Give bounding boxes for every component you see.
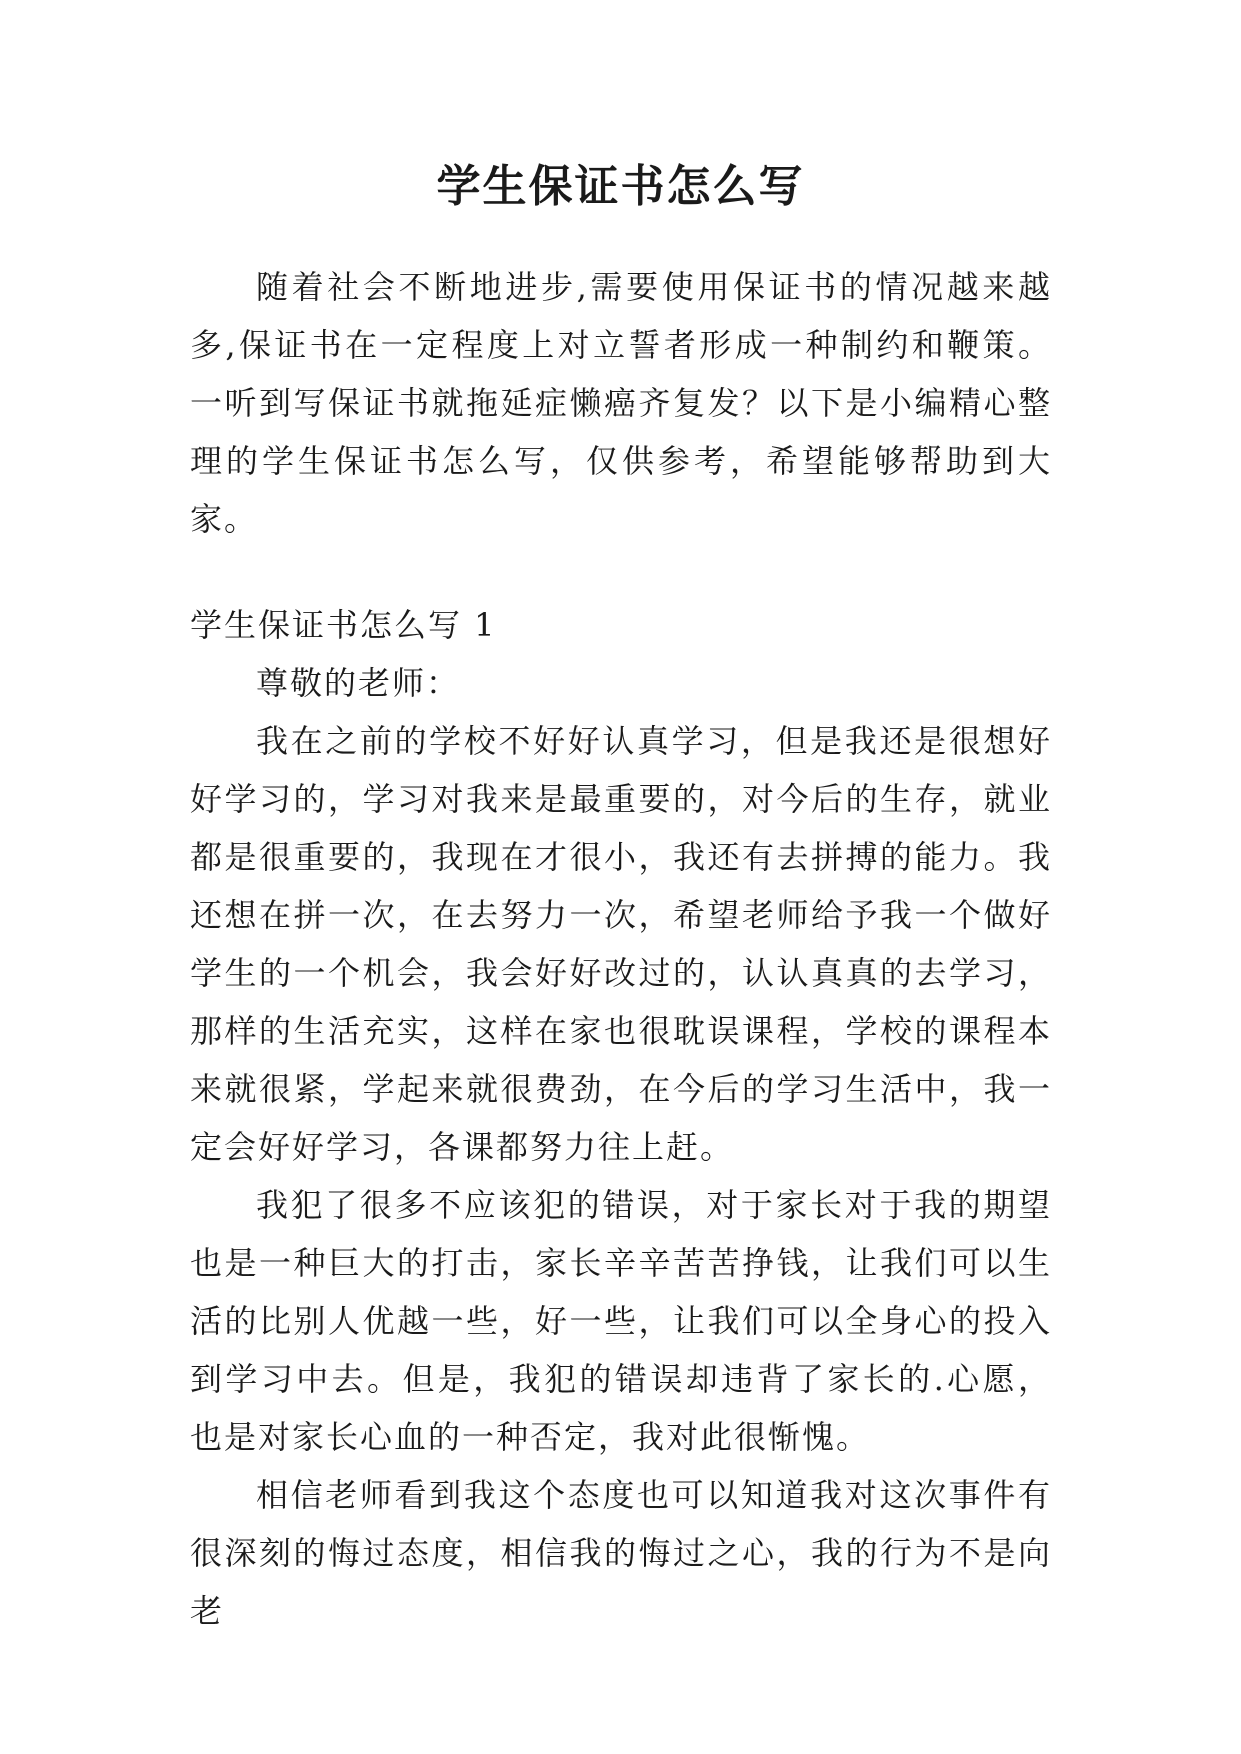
document-title: 学生保证书怎么写: [436, 161, 805, 212]
document-body: [190, 258, 1052, 1640]
salutation: 尊敬的老师：: [256, 664, 461, 702]
body-paragraph-3: 相信老师看到我这个态度也可以知道我对这次事件有很深刻的悔过态度，相信我的悔过之心，我的行为不是向老: [190, 1476, 1052, 1630]
body-paragraph-2: 我犯了很多不应该犯的错误，对于家长对于我的期望也是一种巨大的打击，家长辛辛苦苦挣钱，让我们可以生活的比别人优越一些，好一些，让我们可以全身心的投入到学习中去。但是，我犯的错误却违背了家长的.心愿，也是对家长心血的一种否定，我对此很惭愧。: [190, 1186, 1052, 1456]
intro-paragraph: 随着社会不断地进步,需要使用保证书的情况越来越多,保证书在一定程度上对立誓者形成一种制约和鞭策。一听到写保证书就拖延症懒癌齐复发？以下是小编精心整理的学生保证书怎么写，仅供参考，希望能够帮助到大家。: [190, 268, 1052, 538]
body-paragraph-1: 我在之前的学校不好好认真学习，但是我还是很想好好学习的，学习对我来是最重要的，对今后的生存，就业都是很重要的，我现在才很小，我还有去拼搏的能力。我还想在拼一次，在去努力一次，希望老师给予我一个做好学生的一个机会，我会好好改过的，认认真真的去学习，那样的生活充实，这样在家也很耽误课程，学校的课程本来就很紧，学起来就很费劲，在今后的学习生活中，我一定会好好学习，各课都努力往上赶。: [190, 722, 1052, 1166]
section-heading: 学生保证书怎么写 1: [190, 606, 497, 644]
